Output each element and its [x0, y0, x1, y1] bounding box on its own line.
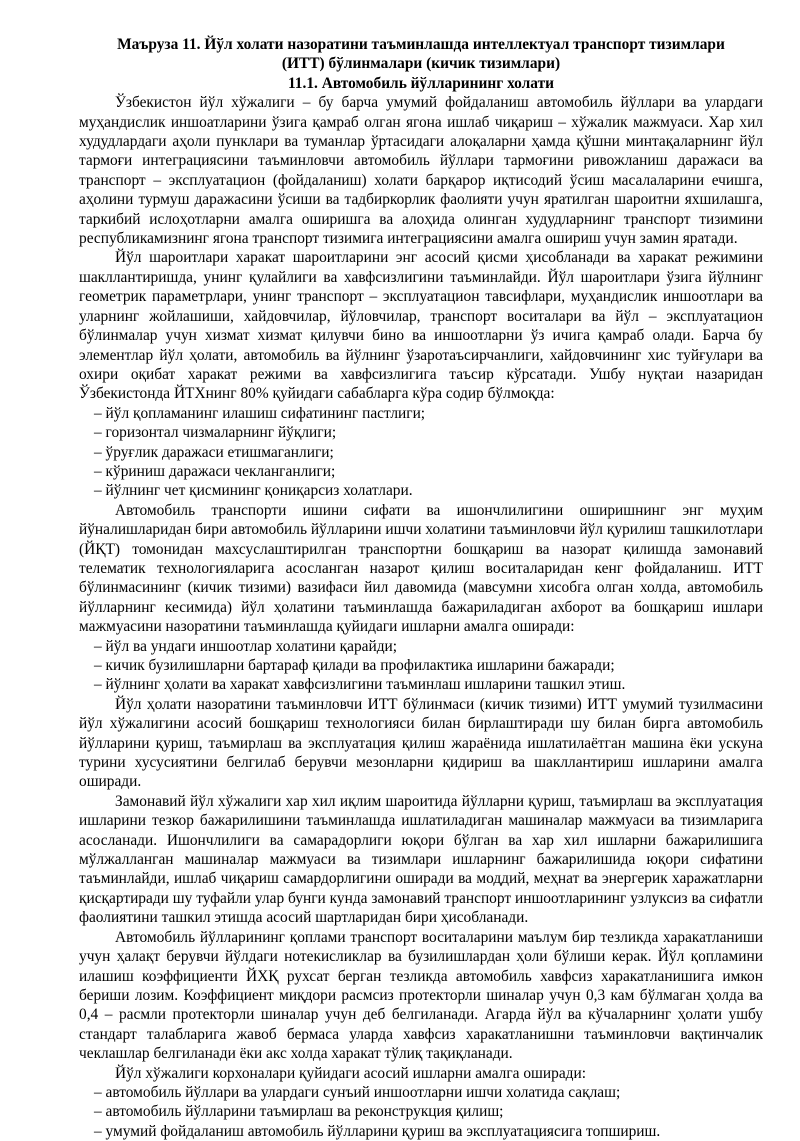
list-item: – ўруғлик даражаси етишмаганлиги; — [94, 443, 334, 461]
list-item: – горизонтал чизмаларнинг йўқлиги; — [94, 424, 337, 442]
section-heading: 11.1. Автомобиль йўлларининг холати — [287, 74, 555, 92]
paragraph: Йўл ҳолати назоратини таъминловчи ИТТ бўлинмаси (кичик тизими) ИТТ умумий тузилмасини йўл хўжалигини асосий бошқариш технологияси билан бирлаштиради шу билан бирга автомобиль йўлларини қуриш, таъмирлаш ва эксплуатация қилиш жараёнида ишлатилаётган машина ёки ускуна турини хусусиятини белгилаб берувчи мезонларни қидириш ва шакллантириш ишларини амалга оширади. — [79, 695, 763, 791]
paragraph: Йўл хўжалиги корхоналари қуйидаги асосий ишларни амалга оширади: — [115, 1064, 586, 1082]
paragraph: Автомобиль йўлларининг қоплами транспорт воситаларини маълум бир тезликда харакатланиши учун ҳалақт берувчи йўлдаги нотекисликлар ва бузилишлардан ҳоли бўлиши керак. Йўл қопламини илашиш коэффициенти ЙХҚ рухсат берган тезликда автомобиль хавфсиз харакатланишига имкон бериши лозим. Коэффициент миқдори расмсиз протекторли шиналар учун 0,3 кам бўлмаган ҳолда ва 0,4 – расмли протекторли шиналар учун деб белгиланади. Агарда йўл ва кўчаларнинг ҳолати ушбу стандарт талабларига жавоб бермаса уларда хавфсиз харакатланишни таъминловчи вақтинчалик чеклашлар белгиланади ёки акс холда харакат тўлиқ тақиқланади. — [79, 928, 763, 1063]
list-item: – йўл қопламанинг илашиш сифатининг пастлиги; — [94, 404, 426, 422]
list-item: – автомобиль йўллари ва улардаги сунъий иншоотларни ишчи холатида сақлаш; — [94, 1083, 621, 1101]
paragraph: Автомобиль транспорти ишини сифати ва ишончлилигини оширишнинг энг муҳим йўналишларидан бири автомобиль йўлларини ишчи холатини таъминловчи йўл қурилиш ташкилотлари (ЙҚТ) томонидан махсуслаштирилган транспортни бошқариш ва назорат қилишда замонавий телематик технологияларига асосланган назарот қилиш воситаларидан кенг фойдаланиш. ИТТ бўлинмасининг (кичик тизими) вазифаси йил давомида (мавсумни хисобга олган холда, автомобиль йўлларнинг кесимида) йўл ҳолатини таъминлашда бажариладиган ахборот ва бошқариш ишлари мажмуасини назоратини таъминлашда қуйидаги ишларни амалга оширади: — [79, 501, 763, 636]
document-page — [79, 35, 763, 1141]
list-item: – кичик бузилишларни бартараф қилади ва профилактика ишларини бажаради; — [94, 657, 615, 674]
paragraph: Йўл шароитлари харакат шароитларини энг асосий қисми ҳисобланади ва харакат режимини шакллантиришда, унинг қулайлиги ва хавфсизлигини таъминлайди. Йўл шароитлари ўзига йўлнинг геометрик параметрлари, унинг транспорт – эксплуатацион тавсифлари, муҳандислик иншоотлари ва уларнинг жойлашиши, хайдовчилар, йўловчилар, транспорт воситалари ва йўл – эксплуатацион бўлинмалар учун хизмат хизмат қилувчи бино ва иншоотларни ўз ичига қамраб олади. Барча бу элементлар йўл ҳолати, автомобиль ва йўлнинг ўзаротаъсирчанлиги, хайдовчининг хис туйғулари ва охири оқибат харакат режими ва хавфсизлигига таъсир кўрсатади. Ушбу нуқтаи назаридан Ўзбекистонда ЙТХнинг 80% қуйидаги сабабларга кўра содир бўлмоқда: — [79, 249, 763, 403]
list-item: – йўл ва ундаги иншоотлар холатини қарайди; — [94, 637, 398, 655]
lecture-title-line-1: Маъруза 11. Йўл холати назоратини таъминлашда интеллектуал транспорт тизимлари — [117, 36, 725, 53]
list-item: – йўлнинг чет қисмининг қониқарсиз холатлари. — [94, 482, 413, 500]
list-item: – автомобиль йўлларини таъмирлаш ва реконструкция қилиш; — [94, 1103, 504, 1121]
lecture-title-line-2: (ИТТ) бўлинмалари (кичик тизимлари) — [281, 55, 561, 73]
list-item: – кўриниш даражаси чекланганлиги; — [94, 462, 336, 480]
list-item: – умумий фойдаланиш автомобиль йўлларини қуриш ва эксплуатациясига топшириш. — [94, 1122, 661, 1140]
paragraph: Ўзбекистон йўл хўжалиги – бу барча умумий фойдаланиш автомобиль йўллари ва улардаги муҳандислик иншоатларини ўзига қамраб олган ягона ишлаб чиқариш – хўжалик мажмуаси. Хар хил худудлардаги аҳоли пунклари ва туманлар ўртасидаги алоқаларни ҳамда қўшни минтақаларнинг йўл тармоғи интеграциясини таъминловчи автомобиль йўллари тармоғини ривожланиш даражаси ва транспорт – эксплуатацион (фойдаланиш) холати барқарор иқтисодий ўсиш масалаларини ечишга, аҳолини турмуш даражасини ўсиши ва тадбиркорлик фаолияти учун яратилган шароитни яхшилашга, таркибий ислоҳотларни амалга оширишга ва алоҳида олинган худудларнинг транспорт тизимини республикамизнинг ягона транспорт тизимига интеграциясини амалга ошириш учун замин яратади. — [79, 94, 763, 248]
list-item: – йўлнинг ҳолати ва харакат хавфсизлигини таъминлаш ишларини ташкил этиш. — [94, 676, 626, 694]
paragraph: Замонавий йўл хўжалиги хар хил иқлим шароитида йўлларни қуриш, таъмирлаш ва эксплуатация ишларини тезкор бажарилишини таъминлашда ишлатиладиган машиналар мажмуаси ва тизимларига асосланади. Ишончлилиги ва самарадорлиги юқори бўлган ва хар хил ишларни бажарилишига мўлжалланган машиналар мажмуаси ва тизимлари ишларнинг бажарилишида юқори сифатини таъминлайди, ишлаб чиқариш самардорлигини оширади ва моддий, меҳнат ва энергерик харажатларни қисқартиради шу туфайли улар бунги кунда замонавий транспорт иншоотларининг узлуксиз ва сифатли фаолиятини ташкил этишда асосий шартларидан бири ҳисобланади. — [79, 792, 763, 927]
